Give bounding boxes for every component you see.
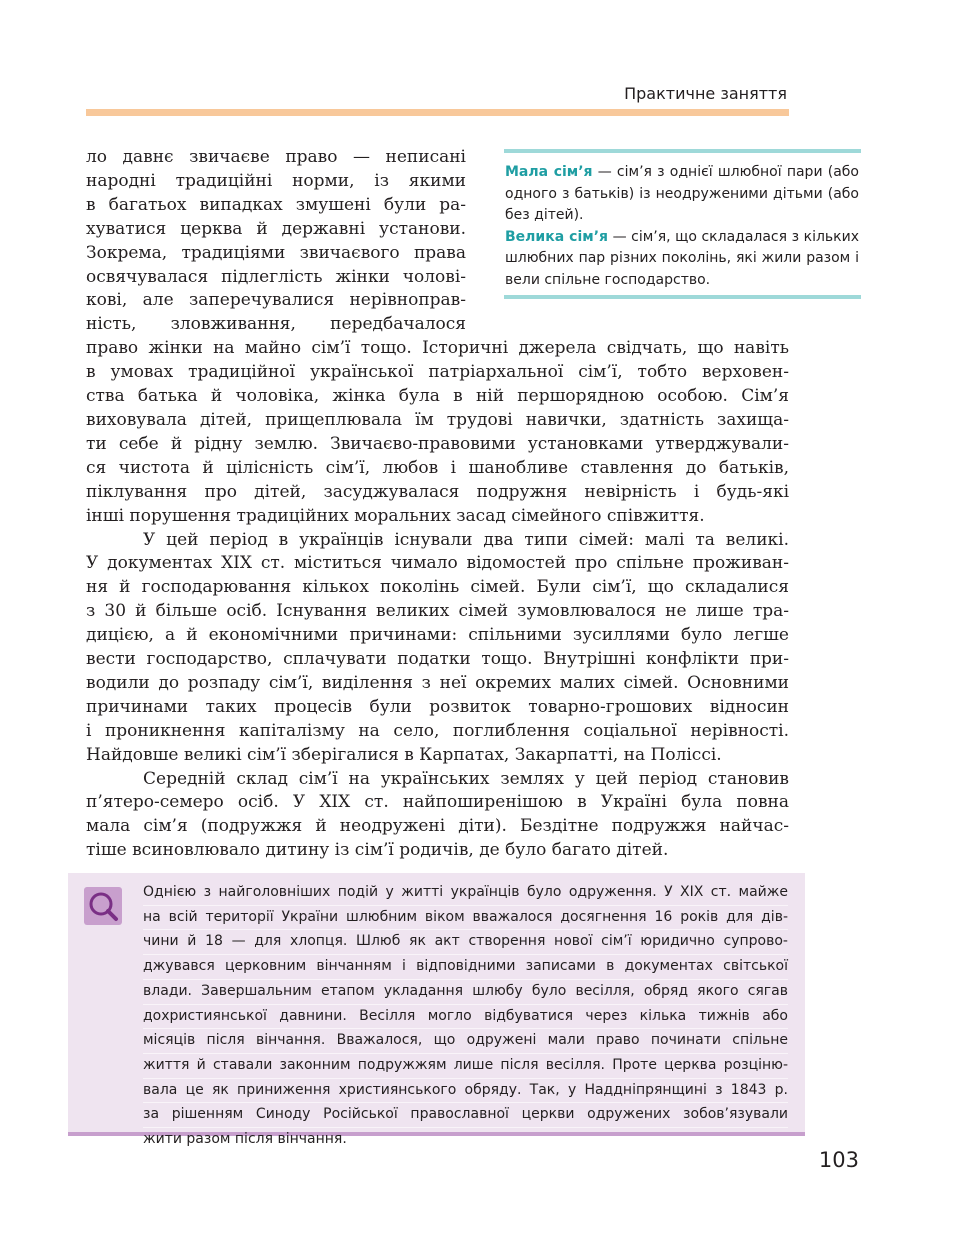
magnifier-icon [84,887,122,925]
text-line: право жінки на майно сім’ї тощо. Історичні джерела свідчать, що навіть [86,338,789,359]
text-line: вести господарство, сплачувати податки тощо. Внутрішні конфлікти при- [86,649,789,670]
text-line: ся чистота й цілісність сім’ї, любов і шанобливе ставлення до батьків, [86,457,789,478]
text-line: У документах XIX ст. міститься чимало відомостей про спільне проживан- [86,553,789,574]
text-line: ло давнє звичаєве право — неписані [86,147,466,167]
callout-line: місяців після вінчання. Вважалося, що одружені мали право починати спільне [143,1029,788,1054]
text-line: дицією, а й економічними причинами: спільними зусиллями було легше [86,625,789,646]
callout-line: дохристиянської давнини. Весілля могло відбуватися через кілька тижнів або [143,1005,788,1030]
text-line: водили до розпаду сім’ї, виділення з неї окремих малих сімей. Основними [86,672,789,693]
text-line: ства батька й чоловіка, жінка була в ній першорядною особою. Сім’я [86,386,789,407]
callout-box [68,873,805,1148]
callout-text [143,881,788,1152]
definition-term: Мала сім’я [505,164,593,180]
text-line: народні традиційні норми, із якими [86,170,466,191]
text-line: Найдовше великі сім’ї зберігалися в Карпатах, Закарпатті, на Поліссі. [86,744,722,765]
definition-text: — сім’я з однієї шлюбної пари (або одного з батьків) із неодруженими дітьми (або без дітей). [505,164,859,223]
text-line: в умовах традиційної української патріархальної сім’ї, тобто верховен- [86,362,789,383]
text-line: У цей період в українців існували два типи сімей: малі та великі. [143,529,789,550]
callout-line: вала це як приниження християнського обряду. Так, у Наддніпрянщині з 1843 р. [143,1079,788,1104]
definition-text: — сім’я, що складалася з кільких шлюбних пар різних поколінь, які жили разом і вели спільне господарство. [505,228,859,288]
callout-line: жити разом після вінчання. [143,1131,347,1148]
text-line: Середній склад сім’ї на українських землях у цей період становив [143,768,789,789]
text-line: хуватися церква й державні установи. [86,218,466,239]
text-line: ня й господарювання кількох поколінь сімей. Були сім’ї, що складалися [86,577,789,598]
callout-line: джувався церковним вінчанням і відповідними записами в документах світської [143,955,788,980]
text-line: освячувалася підлеглість жінки чолові- [86,266,466,287]
text-line: в багатьох випадках змушені були ра- [86,194,466,215]
text-line: мала сім’я (подружжя й неодружені діти). Бездітне подружжя найчас- [86,816,789,837]
text-line: причинами таких процесів були розвиток товарно-грошових відносин [86,696,789,717]
main-text [86,146,789,863]
text-line: ність, зловживання, передбачалося [86,314,466,335]
text-line: п’ятеро-семеро осіб. У XIX ст. найпоширенішою в Україні була повна [86,792,789,813]
text-line: з 30 й більше осіб. Існування великих сімей зумовлювалося не лише тра- [86,601,789,622]
text-line: піклування про дітей, засуджувалася подружня невірність і будь-які [86,481,789,502]
callout-line: за рішенням Синоду Російської православної церкви одружених зобов’язували [143,1103,788,1128]
section-title: Практичне заняття [624,84,787,103]
callout-line: Однією з найголовніших подій у житті українців було одруження. У XIX ст. майже [143,881,788,906]
page-number: 103 [818,1148,859,1172]
text-line: кові, але заперечувалися нерівноправ- [86,290,466,311]
text-line: тіше всиновлювало дитину із сім’ї родичів, де було багато дітей. [86,840,669,861]
header-rule [86,109,789,116]
callout-line: на всій території України шлюбним віком вважалося досягнення 16 років для дів- [143,906,788,931]
text-line: ти себе й рідну землю. Звичаєво-правовими установками утверджували- [86,433,789,454]
definition-term: Велика сім’я [505,228,609,245]
text-line: і проникнення капіталізму на село, поглиблення соціальної нерівності. [86,720,789,741]
text-line: виховувала дітей, прищеплювала їм трудові навички, здатність захища- [86,409,789,430]
callout-line: чини й 18 — для хлопця. Шлюб як акт створення нової сім’ї юридично супрово- [143,930,788,955]
callout-line: життя й ставали законним подружжям лише після весілля. Проте церква розцiню- [143,1054,788,1079]
callout-line: влади. Завершальним етапом укладання шлюбу було весілля, обряд якого сягав [143,980,788,1005]
text-line: інші порушення традиційних моральних засад сімейного співжиття. [86,505,705,526]
text-line: Зокрема, традиціями звичаєвого права [86,242,466,263]
